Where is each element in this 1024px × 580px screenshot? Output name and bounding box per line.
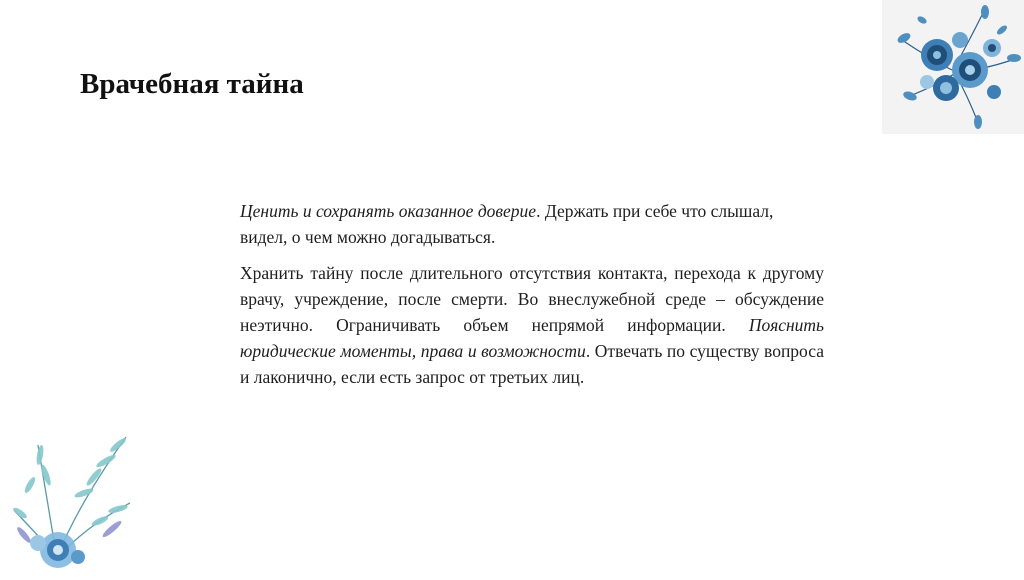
- paragraph-trust-italic: Ценить и сохранять оказанное доверие: [240, 201, 537, 221]
- slide-title: Врачебная тайна: [80, 68, 304, 100]
- paragraph-secrecy-part2: . Отвечать по существу вопроса и лаконично, если есть запрос от третьих лиц.: [240, 341, 824, 387]
- slide-body: [240, 198, 824, 400]
- leafy-floral-sprig-icon: [8, 425, 138, 575]
- paragraph-secrecy-part1: Хранить тайну после длительного отсутствия контакта, перехода к другому врачу, учреждение, после смерти. Во внеслужебной среде – обсуждение неэтично. Ограничивать объем непрямой информации.: [240, 263, 824, 335]
- blue-flower-bouquet-icon: [882, 0, 1024, 134]
- paragraph-secrecy-italic: Пояснить юридические моменты, права и возможности: [240, 315, 824, 361]
- paragraph-trust: [240, 198, 824, 250]
- blue-flower-bouquet-icon: [882, 0, 1024, 134]
- paragraph-secrecy: [240, 260, 824, 390]
- leafy-floral-sprig-icon: [8, 425, 138, 575]
- paragraph-trust-rest: . Держать при себе что слышал, видел, о чем можно догадываться.: [240, 201, 774, 247]
